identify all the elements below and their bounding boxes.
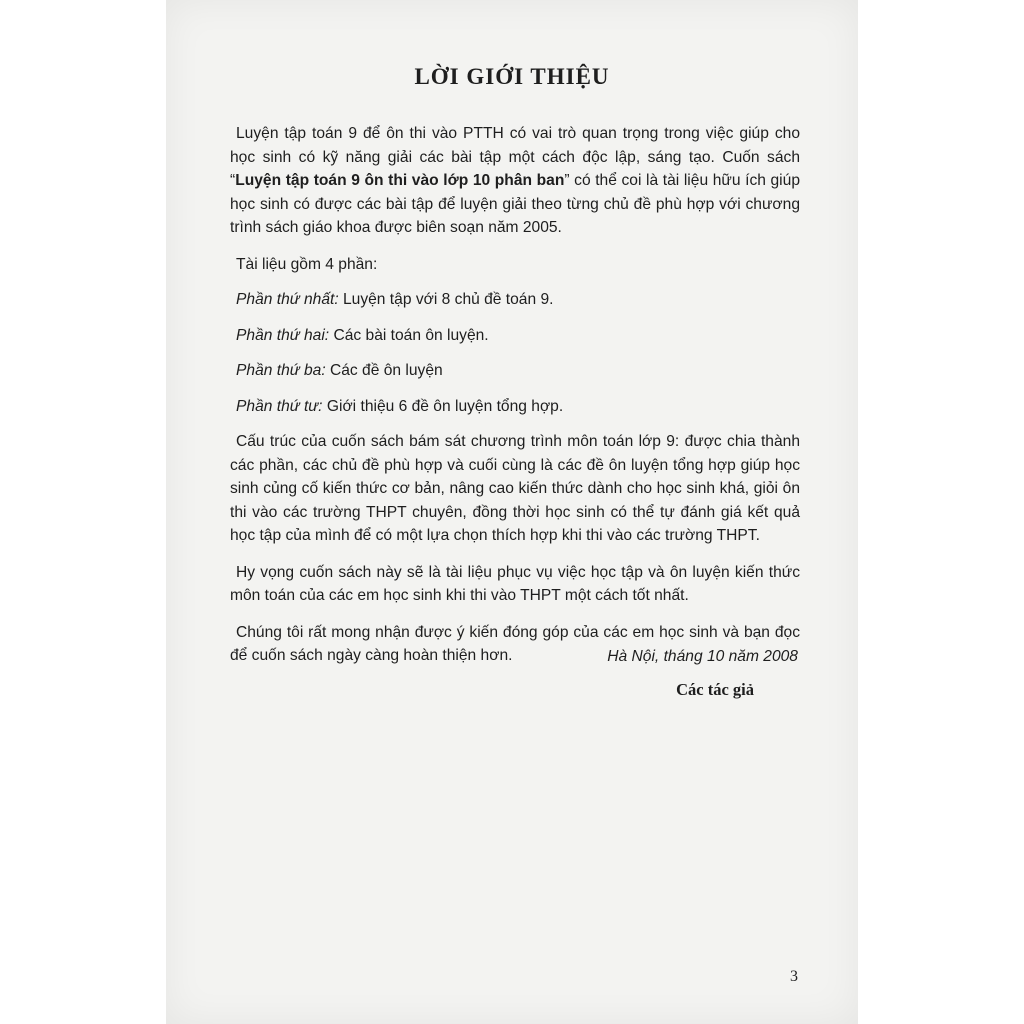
paragraph-intro-text-2: ” có thể coi là tài liệu hữu ích giúp học sinh có được các bài tập để luyện giải theo từng chủ đề phù hợp với chương trình sách giáo khoa được biên soạn năm 2005. (230, 172, 800, 236)
part-3 (230, 359, 800, 383)
document-page (166, 0, 858, 1024)
part-4-label: Phần thứ tư: (236, 397, 323, 415)
paragraph-hope: Hy vọng cuốn sách này sẽ là tài liệu phục vụ việc học tập và ôn luyện kiến thức môn toán của các em học sinh khi thi vào THPT một cách tốt nhất. (230, 563, 800, 604)
signoff-author: Các tác giả (676, 680, 754, 699)
part-3-label: Phần thứ ba: (236, 362, 326, 379)
book-title-bold: Luyện tập toán 9 ôn thi vào lớp 10 phân ban (235, 172, 565, 189)
page-title: LỜI GIỚI THIỆU (414, 64, 610, 89)
part-3-text: Các đề ôn luyện (325, 362, 443, 379)
paragraph-intro-text-1: Luyện tập toán 9 để ôn thi vào PTTH có vai trò quan trọng trong việc giúp cho học sinh có kỹ năng giải các bài tập một cách độc lập, sáng tạo. Cuốn sách “ (230, 125, 800, 189)
part-2 (230, 324, 800, 348)
part-1-text: Luyện tập với 8 chủ đề toán 9. (338, 291, 554, 308)
paragraph-parts-count: Tài liệu gồm 4 phần: (236, 255, 378, 273)
paragraph-intro (230, 122, 800, 240)
part-2-label: Phần thứ hai: (236, 326, 330, 344)
signoff-date: Hà Nội, tháng 10 năm 2008 (607, 648, 798, 665)
part-1-label: Phần thứ nhất: (236, 291, 339, 308)
part-4 (230, 395, 800, 419)
body-text (230, 122, 800, 681)
part-4-text: Giới thiệu 6 đề ôn luyện tổng hợp. (322, 397, 564, 415)
page-number: 3 (790, 968, 798, 985)
paragraph-feedback: Chúng tôi rất mong nhận được ý kiến đóng góp của các em học sinh và bạn đọc để cuốn sách ngày càng hoàn thiện hơn. (230, 623, 800, 664)
paragraph-structure: Cấu trúc của cuốn sách bám sát chương trình môn toán lớp 9: được chia thành các phần, các chủ đề phù hợp và cuối cùng là các đề ôn luyện tổng hợp giúp học sinh củng cố kiến thức cơ bản, nâng cao kiến thức dành cho học sinh khá, giỏi ôn thi vào các trường THPT chuyên, đồng thời học sinh có thể tự đánh giá kết quả học tập của mình để có một lựa chọn thích hợp khi thi vào các trường THPT. (230, 433, 800, 544)
part-2-text: Các bài toán ôn luyện. (329, 326, 489, 344)
part-1 (230, 288, 800, 312)
